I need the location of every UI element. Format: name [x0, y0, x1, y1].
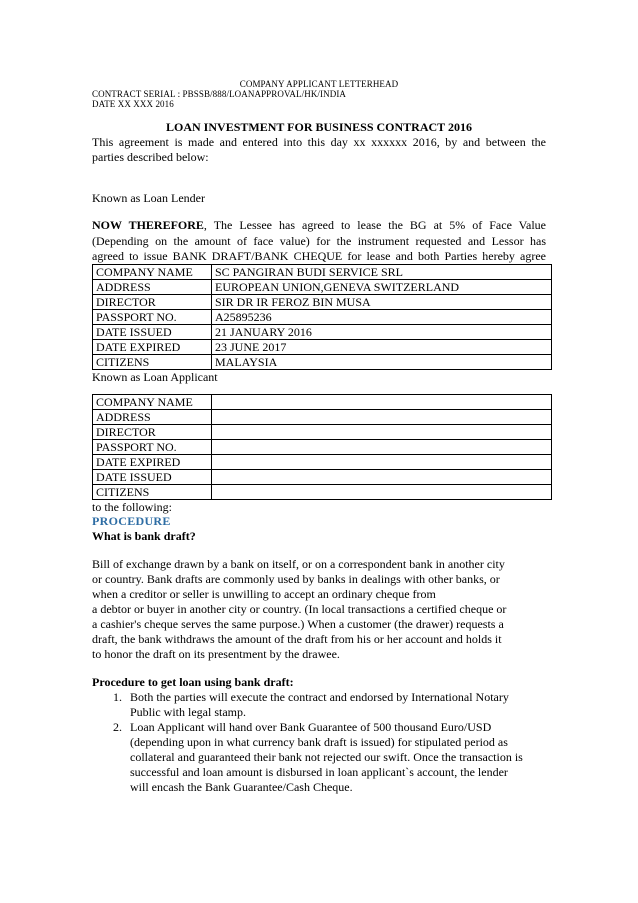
row-value: SIR DR IR FEROZ BIN MUSA — [212, 295, 552, 310]
step-line: Loan Applicant will hand over Bank Guarantee of 500 thousand Euro/USD — [130, 720, 492, 734]
paragraph-line: a cashier's cheque serves the same purpose.) When a customer (the drawer) requests a — [92, 617, 504, 631]
letterhead: COMPANY APPLICANT LETTERHEAD — [239, 79, 399, 89]
table-row — [93, 455, 552, 470]
table-row — [93, 470, 552, 485]
row-label: ADDRESS — [93, 410, 212, 425]
table-row — [93, 355, 552, 370]
row-label: DIRECTOR — [93, 295, 212, 310]
table-row — [93, 485, 552, 500]
row-label: COMPANY NAME — [93, 265, 212, 280]
row-value[interactable] — [212, 485, 552, 500]
now-therefore-line-2: (Depending on the amount of face value) for the instrument requested and Lessor has — [92, 234, 546, 248]
applicant-label: Known as Loan Applicant — [92, 370, 218, 384]
paragraph-line: or country. Bank drafts are commonly used by banks in dealings with other banks, or — [92, 572, 500, 586]
procedure-heading: PROCEDURE — [92, 514, 171, 528]
intro-line-1: This agreement is made and entered into this day xx xxxxxx 2016, by and between the — [92, 135, 546, 149]
row-value[interactable] — [212, 410, 552, 425]
table-row — [93, 310, 552, 325]
row-value: 23 JUNE 2017 — [212, 340, 552, 355]
now-therefore-line-1 — [92, 218, 546, 233]
what-is-bank-draft-heading: What is bank draft? — [92, 529, 196, 543]
row-label: DATE EXPIRED — [93, 455, 212, 470]
procedure-loan-heading: Procedure to get loan using bank draft: — [92, 675, 294, 689]
step-number: 1. — [113, 690, 122, 704]
intro-line-2: parties described below: — [92, 150, 209, 164]
row-value[interactable] — [212, 440, 552, 455]
row-value: EUROPEAN UNION,GENEVA SWITZERLAND — [212, 280, 552, 295]
lender-table — [92, 264, 552, 370]
paragraph-line: to honor the draft on its presentment by the drawee. — [92, 647, 340, 661]
now-therefore-lead: NOW THEREFORE — [92, 218, 204, 232]
row-value[interactable] — [212, 470, 552, 485]
now-therefore-rest: , The Lessee has agreed to lease the BG at 5% of Face Value — [203, 218, 546, 232]
table-row — [93, 440, 552, 455]
document-title: LOAN INVESTMENT FOR BUSINESS CONTRACT 2016 — [166, 120, 472, 134]
to-the-following: to the following: — [92, 500, 172, 514]
row-label: DIRECTOR — [93, 425, 212, 440]
table-row — [93, 325, 552, 340]
contract-serial: CONTRACT SERIAL : PBSSB/888/LOANAPPROVAL/HK/INDIA — [92, 89, 347, 99]
step-number: 2. — [113, 720, 122, 734]
table-row — [93, 340, 552, 355]
table-row — [93, 265, 552, 280]
row-label: COMPANY NAME — [93, 395, 212, 410]
step-line: will encash the Bank Guarantee/Cash Cheque. — [130, 780, 353, 794]
lender-label: Known as Loan Lender — [92, 191, 205, 205]
applicant-table — [92, 394, 552, 500]
row-value: 21 JANUARY 2016 — [212, 325, 552, 340]
row-value[interactable] — [212, 395, 552, 410]
paragraph-line: draft, the bank withdraws the amount of the draft from his or her account and holds it — [92, 632, 502, 646]
step-line: (depending upon in what currency bank draft is issued) for stipulated period as — [130, 735, 508, 749]
row-value: A25895236 — [212, 310, 552, 325]
step-line: successful and loan amount is disbursed in loan applicant`s account, the lender — [130, 765, 508, 779]
row-label: DATE EXPIRED — [93, 340, 212, 355]
table-row — [93, 395, 552, 410]
table-row — [93, 295, 552, 310]
row-value: SC PANGIRAN BUDI SERVICE SRL — [212, 265, 552, 280]
table-row — [93, 280, 552, 295]
row-label: CITIZENS — [93, 485, 212, 500]
table-row — [93, 425, 552, 440]
paragraph-line: when a creditor or seller is unwilling to accept an ordinary cheque from — [92, 587, 436, 601]
header-date: DATE XX XXX 2016 — [92, 99, 174, 109]
row-label: PASSPORT NO. — [93, 440, 212, 455]
row-value: MALAYSIA — [212, 355, 552, 370]
row-label: DATE ISSUED — [93, 325, 212, 340]
step-line: collateral and guaranteed their bank not rejected our swift. Once the transaction is — [130, 750, 523, 764]
row-value[interactable] — [212, 455, 552, 470]
step-line: Both the parties will execute the contract and endorsed by International Notary — [130, 690, 509, 704]
step-line: Public with legal stamp. — [130, 705, 246, 719]
row-label: DATE ISSUED — [93, 470, 212, 485]
row-label: ADDRESS — [93, 280, 212, 295]
paragraph-line: a debtor or buyer in another city or country. (In local transactions a certified cheque or — [92, 602, 507, 616]
row-label: PASSPORT NO. — [93, 310, 212, 325]
row-label: CITIZENS — [93, 355, 212, 370]
now-therefore-line-3: agreed to issue BANK DRAFT/BANK CHEQUE for lease and both Parties hereby agree — [92, 249, 546, 263]
paragraph-line: Bill of exchange drawn by a bank on itself, or on a correspondent bank in another city — [92, 557, 505, 571]
row-value[interactable] — [212, 425, 552, 440]
table-row — [93, 410, 552, 425]
